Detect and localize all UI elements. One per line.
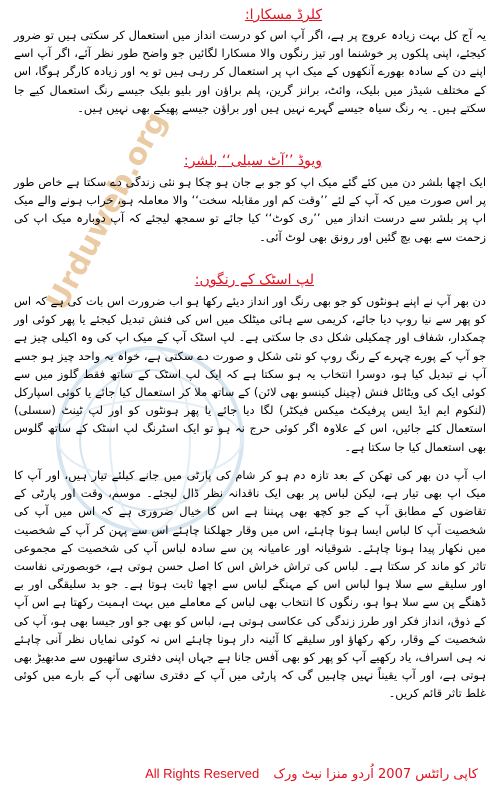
section-heading-blusher: ویوڈ ’’آٹ سیلی‘‘ بلشر: — [183, 153, 322, 169]
section-paragraph: یہ آج کل بہت زیادہ عروج پر ہے، اگر آپ اس کو درست انداز میں استعمال کر سکتی ہیں تو ضرور کیجئے، اپنی پلکوں پر خوشنما اور تیز رنگوں والا مسکارا لگائیں جو واضح طور نظر آئے، اگر آپ اسے اپنے دن کے سادہ بھورے آنکھوں کے میک اپ پر استعمال کر رہی ہیں تو یہ اور زیادہ کارگر ہوگا، اس کے مختلف شیڈز میں بلیک، وائٹ، برانز گرین، پلم براؤن اور بلیو بلیک جیسے رنگ استعمال کیے جا سکتے ہیں۔ یہ رنگ سیاہ جیسے گہرے نہیں ہیں اور براؤن جیسے پھیکے بھی نہیں ہیں۔ — [14, 28, 486, 115]
section-paragraph: ایک اچھا بلشر دن میں کئے گئے میک اپ کو جو بے جان ہو چکا ہو نئی زندگی دے سکتا ہے خاص طور پر اس صورت میں کہ آپ کے لئے ’’وقت کم اور مقابلہ سخت‘‘ والا معاملہ ہو، خراب ہونے والے میک اپ پر بلشر سے درست انداز میں ’’ری کوٹ‘‘ کیا جائے تو سمجھ لیجئے کہ آپ دوبارہ میک اپ کی زحمت سے بھی بچ گئیں اور رونق بھی لوٹ آئی۔ — [14, 175, 486, 244]
watermark-text: Urduweb.org — [40, 105, 175, 317]
footer-urdu-text: کاپی رائٹس 2007 اُردو منزا نیٹ ورک — [273, 767, 478, 782]
section-heading-colored-mascara: کلرڈ مسکارا: — [244, 7, 322, 23]
section-paragraph: دن بھر آپ نے اپنے ہونٹوں کو جو بھی رنگ اور انداز دیئے رکھا ہو اب ضرورت اس بات کی ہے کہ اس کو پھر سے نیا روپ دیا جائے، کریمی سے ہائی میٹلک میں اس کی فنش تبدیل کیجئے یا پھر کوئی اور چمکدار، شفاف اور چمکیلی شکل دی جا سکتی ہے۔ لپ اسٹک آپ کے میک اپ کی وہ اکیلی چیز ہے جو آپ کے پورے چہرے کے رنگ روپ کو نئی شکل و صورت دے سکتی ہے، خواہ یہ واحد چیز ہو جسے آپ نے تبدیل کیا ہو، دوسرا انتخاب یہ ہو سکتا ہے کہ ایک لپ اسٹک کے ساتھ فقط گلوز میں سے کوئی ایک کی ویٹائل فنش (چینل کینسو بھی لائن) کے ساتھ ملا کر استعمال کیا جائے یا کوئی اسپارکل (لنکوم ایم ایڈ ایس پرفیکٹ میکس فیکٹر) لگا دیا جائے یا پھر ہونٹوں کو اور لپ ٹینٹ (سسلی) استعمال کئے جائیں، اس کے علاوہ اگر کوئی حرج نہ ہو تو ایک اسٹرنگ لپ اسٹک کے ساتھ گلوس بھی استعمال کیا جا سکتا ہے۔ — [14, 294, 486, 454]
section-paragraph: اب آپ دن بھر کی تھکن کے بعد تازہ دم ہو کر شام کی پارٹی میں جانے کیلئے تیار ہیں، اور آپ کا میک اپ بھی تیار ہے، لیکن لباس پر بھی ایک ناقدانہ نظر ڈال لیجئے۔ موسم، وقت اور پارٹی کے تقاضوں کے مطابق آپ کے جو کچھ بھی پہننا ہے اس کا خیال ضروری ہے کہ اس میں آپ کی شخصیت آپ کا لباس ایسا ہونا چاہئے، اس میں وقار جھلکنا چاہئے اس سے پہن کر آپ کے شخصیت میں نکھار پیدا ہونا چاہئے۔ شوقیانہ اور عامیانہ پن سے سادہ لباس آپ کی شخصیت کے مجموعی تاثر کو ماند کر سکتا ہے۔ لباس کی تراش خراش اس کا اصل حسن ہوتی ہے، خوبصورتی نفاست اور سلیقے سے سلا ہوا لباس اس کے مہنگے لباس سے اچھا ثابت ہوتا ہے۔ جو بد سلیقگی اور بے ڈھنگے پن سے سلا ہوا ہو، رنگوں کا انتخاب بھی لباس کے معاملے میں بہت اہمیت رکھتا ہے اس آپ کے ذوق، انداز فکر اور طرز زندگی کی عکاسی ہوتی ہے، لباس کو بھی جو اور جیسا بھی ہو، آپ کی شخصیت کے وقار، رکھ رکھاؤ اور سلیقے کا آئینہ دار ہونا چاہئے اس نہ کوئی نمایاں نظر آنی چاہئے نہ ہی اسراف، یاد رکھیے آپ کو پھر کو بھی آفس جانا ہے جہاں اپنی دفتری ساتھیوں سے مدبھیڑ بھی ہوتی ہے، اور آپ یقیناً نہیں چاہیں گی کہ پارٹی میں آپ کے دفتری ساتھی آپ کے بارے میں کوئی غلط تاثر قائم کریں۔ — [14, 468, 486, 701]
footer-english-text: All Rights Reserved — [145, 766, 260, 781]
section-heading-lipstick: لپ اسٹک کے رنگوں: — [194, 272, 314, 288]
copyright-footer — [145, 766, 478, 782]
